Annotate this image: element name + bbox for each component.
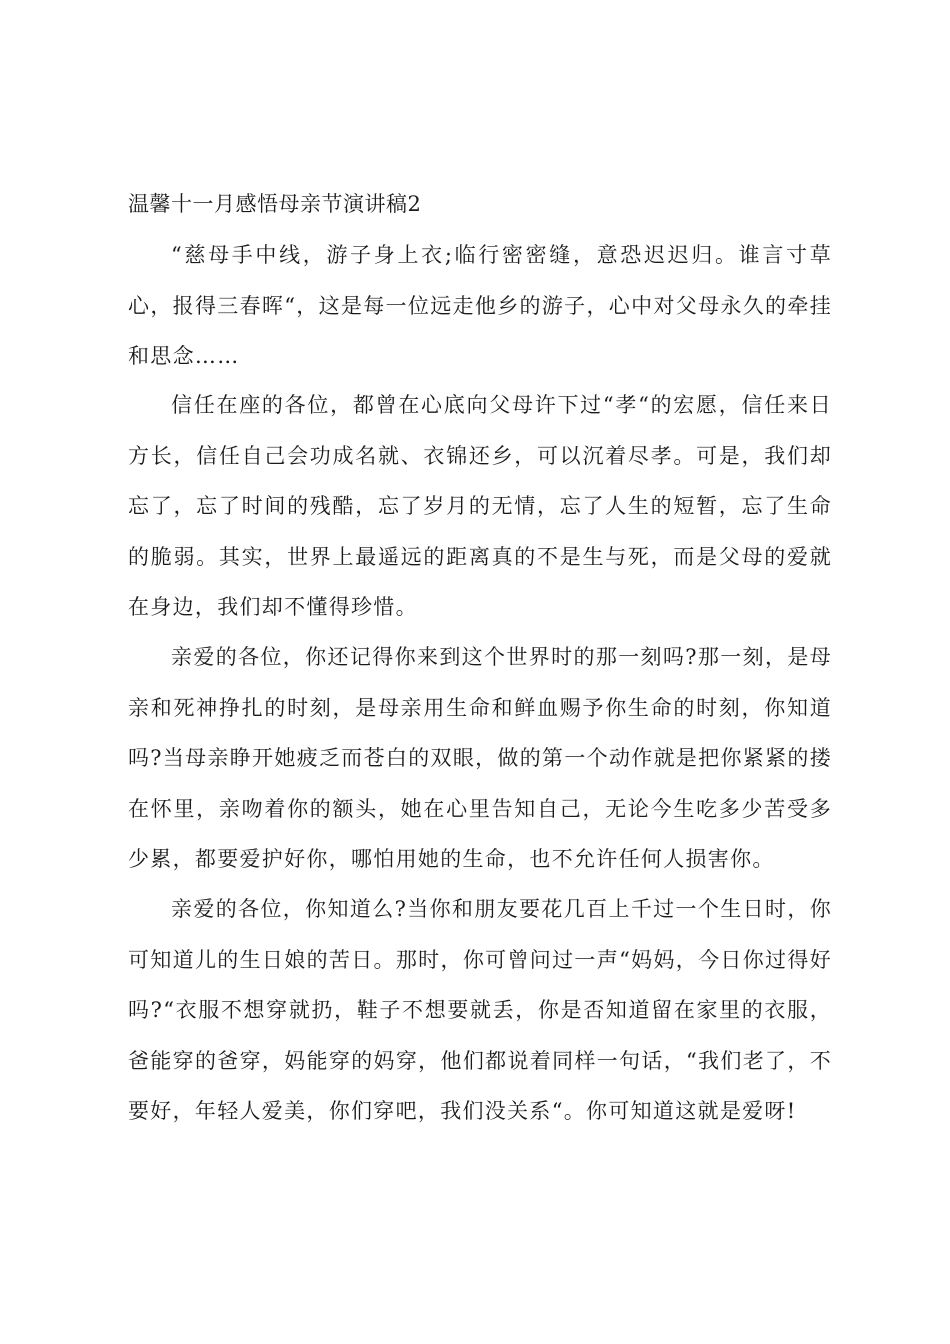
paragraph-3: 亲爱的各位，你还记得你来到这个世界时的那一刻吗?那一刻，是母亲和死神挣扎的时刻，是母亲用生命和鲜血赐予你生命的时刻，你知道吗?当母亲睁开她疲乏而苍白的双眼，做的第一个动作就是把你紧紧的搂在怀里，亲吻着你的额头，她在心里告知自己，无论今生吃多少苦受多少累，都要爱护好你，哪怕用她的生命，也不允许任何人损害你。 [128,645,832,871]
paragraph-2: 信任在座的各位，都曾在心底向父母许下过“孝“的宏愿，信任来日方长，信任自己会功成名就、衣锦还乡，可以沉着尽孝。可是，我们却忘了，忘了时间的残酷，忘了岁月的无情，忘了人生的短暂，忘了生命的脆弱。其实，世界上最遥远的距离真的不是生与死，而是父母的爱就在身边，我们却不懂得珍惜。 [128,393,832,619]
paragraph-4: 亲爱的各位，你知道么?当你和朋友要花几百上千过一个生日时，你可知道儿的生日娘的苦日。那时，你可曾问过一声“妈妈，今日你过得好吗?“衣服不想穿就扔，鞋子不想要就丢，你是否知道留在家里的衣服，爸能穿的爸穿，妈能穿的妈穿，他们都说着同样一句话，“我们老了，不要好，年轻人爱美，你们穿吧，我们没关系“。你可知道这就是爱呀! [128,897,832,1123]
paragraph-1: “慈母手中线，游子身上衣;临行密密缝，意恐迟迟归。谁言寸草心，报得三春晖“，这是每一位远走他乡的游子，心中对父母永久的牵挂和思念…… [128,243,832,368]
document-title: 温馨十一月感悟母亲节演讲稿2 [128,192,422,216]
